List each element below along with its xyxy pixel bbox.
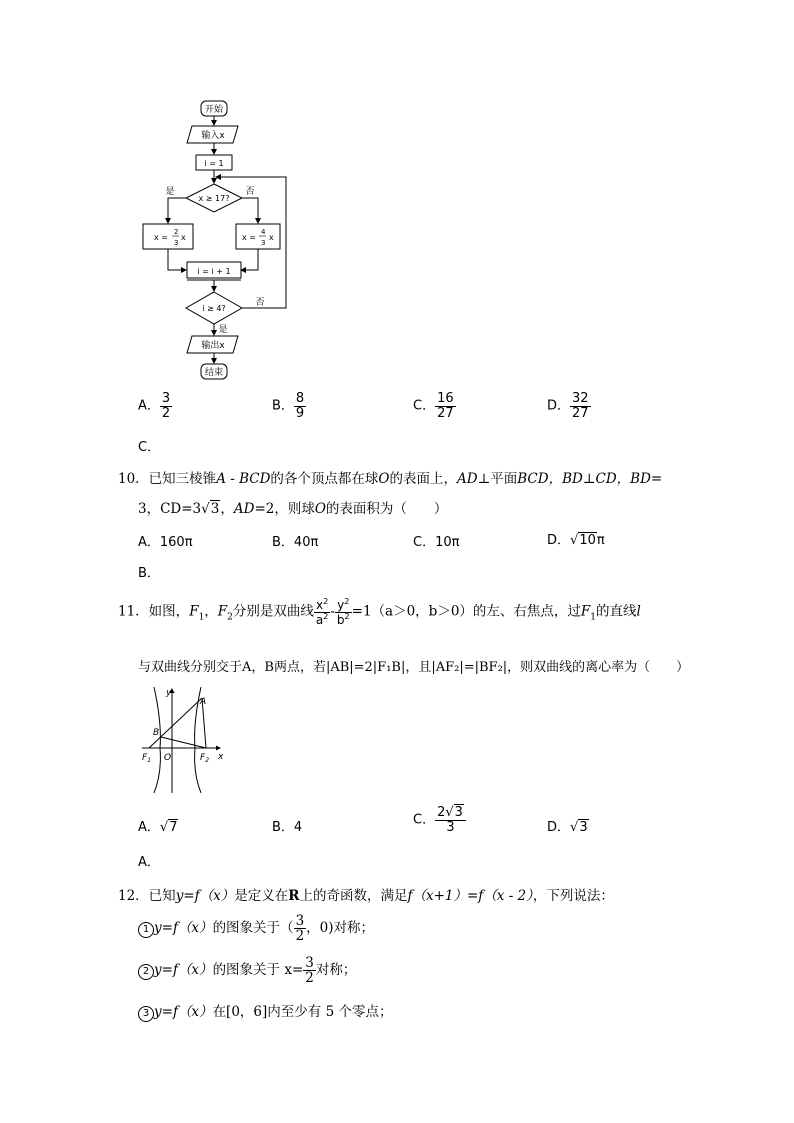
text: 是定义在 xyxy=(234,888,289,904)
option-label: C． xyxy=(413,812,436,828)
frac-den: 2 xyxy=(161,405,171,421)
text: 的直线 xyxy=(596,603,637,620)
fraction xyxy=(294,914,307,943)
text: ⊥平面 xyxy=(477,471,518,487)
q11-option-b[interactable]: B．4 xyxy=(272,820,303,835)
text: 上的奇函数，满足 xyxy=(299,888,408,904)
subscript: 1 xyxy=(198,612,205,623)
text: ， xyxy=(204,603,218,620)
text: π xyxy=(596,533,605,548)
text: x xyxy=(316,598,324,612)
frac-num: 16 xyxy=(437,391,454,406)
q10-line2 xyxy=(138,497,447,517)
text: l xyxy=(636,603,641,620)
cond1-label: x ≥ 17? xyxy=(198,194,230,203)
y2-over-b2 xyxy=(335,598,352,626)
text: 的表面上， xyxy=(389,471,457,487)
start-label: 开始 xyxy=(204,105,224,115)
text: ， xyxy=(220,501,234,517)
text: f（x+1）=f（x - 2） xyxy=(407,888,533,904)
no1-label: 否 xyxy=(245,187,255,197)
subscript: 1 xyxy=(590,612,597,623)
q11-option-c[interactable] xyxy=(413,806,466,834)
exponent: 2 xyxy=(323,597,329,606)
text: BCD xyxy=(517,471,549,487)
frac-num: 3 xyxy=(295,913,305,929)
text: =1（a＞0，b＞0）的左、右焦点，过 xyxy=(351,603,581,620)
right-assign-suffix: x xyxy=(269,233,274,242)
sqrt-symbol: √3 xyxy=(445,805,463,820)
frac-num xyxy=(314,598,330,613)
q10-line1 xyxy=(118,467,662,487)
hyperbola-graph xyxy=(138,685,238,795)
graph-f2 xyxy=(200,753,209,764)
text: O xyxy=(314,501,326,517)
text: y=f（x） xyxy=(154,920,213,937)
q11-answer: A． xyxy=(138,855,160,870)
subscript: 2 xyxy=(205,757,210,764)
frac-num xyxy=(435,806,466,821)
frac-den: 2 xyxy=(305,970,314,987)
q9-option-c[interactable] xyxy=(413,392,456,420)
right-assign-den: 3 xyxy=(261,239,266,247)
q10-option-a[interactable]: A．160π xyxy=(138,535,193,550)
q12-item-3 xyxy=(138,1000,392,1022)
right-assign-num: 4 xyxy=(261,228,266,236)
sqrt-symbol: √3 xyxy=(201,501,220,517)
incr-label: i = i + 1 xyxy=(197,267,231,276)
graph-point-b: B xyxy=(153,728,160,738)
x2-over-a2 xyxy=(314,598,330,626)
subscript: 2 xyxy=(227,612,233,623)
q10-answer: B． xyxy=(138,566,160,581)
frac-den: 9 xyxy=(295,405,305,421)
text: AD xyxy=(233,501,255,517)
option-label: D． xyxy=(547,533,571,548)
text: ，0)对称； xyxy=(306,920,375,937)
text: y=f（x） xyxy=(154,962,213,979)
text: - xyxy=(330,603,335,620)
q9-option-d[interactable] xyxy=(547,392,591,420)
q10-option-b[interactable]: B．40π xyxy=(272,535,319,550)
radicand: 10 xyxy=(579,533,596,548)
sqrt-symbol: √7 xyxy=(159,820,178,835)
exponent: 2 xyxy=(323,611,329,621)
text: ，下列说法： xyxy=(532,888,614,904)
text: y=f（x） xyxy=(154,1004,213,1020)
text: 2 xyxy=(437,805,446,820)
text: F xyxy=(217,603,228,620)
text: 的表面积为（ ） xyxy=(325,501,448,517)
q10-option-c[interactable]: C．10π xyxy=(413,535,460,550)
output-label: 输出x xyxy=(201,341,225,351)
option-fraction xyxy=(435,806,466,834)
frac-num xyxy=(335,598,352,613)
q11-line1 xyxy=(118,598,641,626)
circled-number: 3 xyxy=(138,1006,154,1022)
frac-den: 2 xyxy=(295,928,305,945)
text: F xyxy=(580,603,591,620)
text: 对称； xyxy=(315,962,357,979)
q9-option-fraction xyxy=(160,392,172,420)
flowchart xyxy=(130,95,300,390)
sqrt-symbol: √10 xyxy=(570,533,596,548)
text: a xyxy=(315,612,324,627)
q11-option-d[interactable] xyxy=(547,816,589,835)
text: =2，则球 xyxy=(254,501,315,517)
graph-f1 xyxy=(142,753,151,764)
yes2-label: 是 xyxy=(218,325,228,335)
radicand: 3 xyxy=(579,820,588,835)
no2-label: 否 xyxy=(255,298,265,308)
frac-den xyxy=(314,613,330,627)
text: 分别是双曲线 xyxy=(232,603,314,620)
text: 11．如图， xyxy=(118,603,190,620)
cond2-label: i ≥ 4? xyxy=(202,304,226,313)
q11-option-a[interactable] xyxy=(138,816,178,835)
q9-option-label: B． xyxy=(272,398,294,414)
text: F xyxy=(189,603,199,620)
graph-point-a: A xyxy=(200,697,207,707)
text: ，BD⊥CD，BD= xyxy=(548,471,663,487)
text: AD xyxy=(456,471,478,487)
exponent: 2 xyxy=(344,611,350,621)
frac-num: 3 xyxy=(305,955,314,971)
frac-num: 32 xyxy=(572,391,589,406)
text: 的图象关于（ xyxy=(212,920,294,937)
q12-item-2 xyxy=(138,956,356,985)
option-label: D． xyxy=(547,820,571,835)
q11-line2: 与双曲线分别交于A，B两点，若|AB|=2|F₁B|，且|AF₂|=|BF₂|，则双曲线的离心率为（ ） xyxy=(138,660,690,675)
circled-number: 2 xyxy=(138,964,154,980)
radicand: 3 xyxy=(454,805,463,820)
subscript: 1 xyxy=(147,757,152,764)
exponent: 2 xyxy=(344,597,350,606)
text: A - BCD xyxy=(216,471,271,487)
sqrt-symbol: √3 xyxy=(570,820,588,835)
yes1-label: 是 xyxy=(165,187,175,197)
text: b xyxy=(336,612,345,627)
fraction xyxy=(303,956,316,985)
input-label: 输入x xyxy=(201,131,225,141)
q9-option-fraction xyxy=(570,392,591,420)
option-label: A． xyxy=(138,820,160,835)
end-label: 结束 xyxy=(204,368,224,378)
q9-option-fraction xyxy=(294,392,306,420)
init-label: i = 1 xyxy=(204,159,224,168)
q10-option-d[interactable] xyxy=(547,529,605,548)
frac-den: 3 xyxy=(446,819,455,835)
frac-den: 27 xyxy=(437,405,454,421)
text: R xyxy=(288,888,300,904)
text: 在[0，6]内至少有 5 个零点； xyxy=(212,1004,393,1020)
q12-item-1 xyxy=(138,914,374,943)
frac-num: 8 xyxy=(295,391,305,406)
graph-y-label: y xyxy=(166,688,172,698)
q9-answer: C． xyxy=(138,440,161,455)
graph-x-label: x xyxy=(218,752,224,762)
radicand: 3 xyxy=(210,501,220,517)
q9-option-a[interactable] xyxy=(138,392,172,420)
q12-line1 xyxy=(118,884,614,904)
text: 的各个顶点都在球 xyxy=(270,471,379,487)
text: 3，CD=3 xyxy=(138,501,202,517)
q9-option-label: D． xyxy=(547,398,571,414)
graph-origin: O xyxy=(164,753,172,763)
left-assign-den: 3 xyxy=(174,239,179,247)
q9-option-label: A． xyxy=(138,398,160,414)
text: 12．已知 xyxy=(118,888,176,904)
frac-num: 3 xyxy=(161,391,171,406)
q9-option-label: C． xyxy=(413,398,436,414)
frac-den: 27 xyxy=(572,405,589,421)
left-assign-num: 2 xyxy=(174,228,179,236)
text: 的图象关于 x= xyxy=(212,962,304,979)
q9-option-fraction xyxy=(435,392,456,420)
text: O xyxy=(378,471,390,487)
circled-number: 1 xyxy=(138,922,154,938)
left-assign-suffix: x xyxy=(181,233,186,242)
right-assign-prefix: x = xyxy=(242,233,256,242)
radicand: 7 xyxy=(169,820,178,835)
left-assign-prefix: x = xyxy=(154,233,168,242)
frac-den xyxy=(335,613,352,627)
text: F xyxy=(200,753,206,763)
text: y=f（x） xyxy=(175,888,235,904)
text: F xyxy=(142,753,148,763)
text: 10．已知三棱锥 xyxy=(118,471,217,487)
q9-option-b[interactable] xyxy=(272,392,306,420)
text: y xyxy=(337,598,345,612)
